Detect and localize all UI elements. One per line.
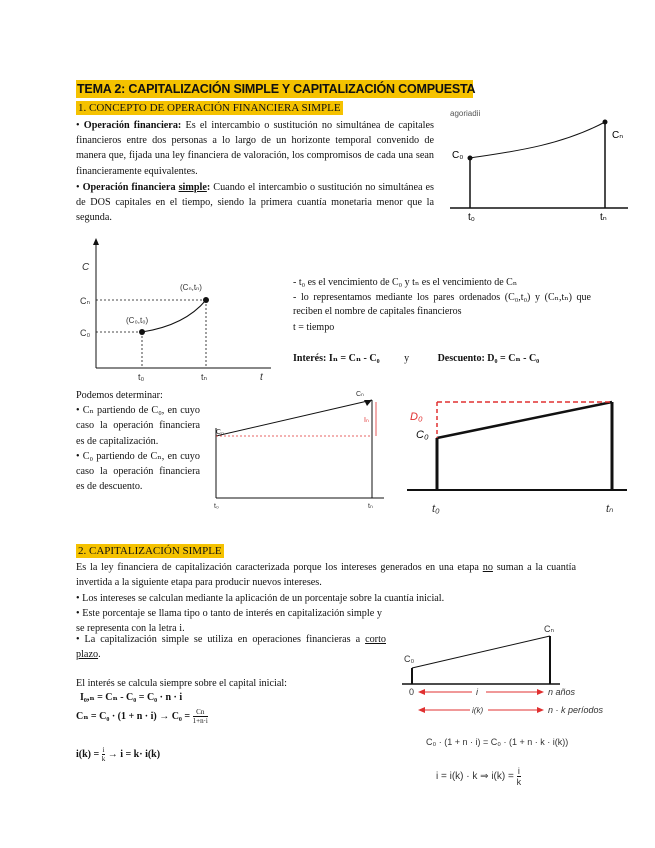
fig3-line <box>216 400 372 436</box>
fig4-tn-label: tₙ <box>606 503 614 515</box>
fig3-c0-label: C₀ <box>216 429 224 436</box>
fig5-c0-label: C₀ <box>404 654 415 664</box>
fig1-c0-point <box>468 156 473 161</box>
fig3-arrow <box>364 400 372 406</box>
figure-capitalizacion-periodos <box>400 618 630 722</box>
fig4-d0-label: D₀ <box>410 411 423 423</box>
note-vencimientos: - t₀ es el vencimiento de C₀ y tₙ es el vencimiento de Cₙ <box>293 277 518 288</box>
formula-tanto-equivalente: i(k) = $\frac{i}{k}$ → i = k· i(k) <box>76 746 161 763</box>
fig2-y-arrow <box>93 238 99 245</box>
fig5-ik-label: i(k) <box>472 706 484 715</box>
paragraph-operacion-financiera: • Operación financiera: Es el intercambio o sustitución no simultánea de capitales financieros entre dos personas a lo largo de un horizonte temporal convenido de manera que, fijada una ley financiera de valoración, los compromisos de cada una sean financieramente equivalentes. <box>76 120 434 177</box>
fig4-c0-label: C₀ <box>416 429 429 441</box>
fig2-curve <box>142 300 206 332</box>
fig1-top-text: agoriadii <box>450 109 481 118</box>
determinar-descuento: • C₀ partiendo de Cₙ, en cuyo caso la operación financiera es de descuento. <box>76 450 200 493</box>
fig2-tn-label: tₙ <box>201 372 208 382</box>
determinar-block <box>76 388 200 494</box>
fig5-periods-arrow-right <box>537 707 544 713</box>
fig5-years-label: n años <box>548 687 576 697</box>
fig2-y-label: C <box>82 262 90 273</box>
figure-capital-axes <box>76 238 276 383</box>
fig1-cn-label: Cₙ <box>612 130 624 141</box>
note-pares-ordenados: - lo representamos mediante los pares ordenados (C₀,t₀) y (Cₙ,tₙ) que reciben el nombre de capitales financieros <box>293 292 591 317</box>
fig1-tn-label: tₙ <box>600 212 607 223</box>
fig2-x-label: t <box>260 372 263 383</box>
formula-capital-final: Cₙ = C₀ · (1 + n · i) → C₀ = $\frac{Cn}{1+n\cdot i}$ <box>76 708 208 725</box>
fig5-zero-label: 0 <box>409 687 415 697</box>
tanto-equivalente-formula: i = i(k) · k ⇒ i(k) = $\frac{i}{k}$ <box>436 766 522 787</box>
fig5-periods-label: n · k períodos <box>548 705 604 715</box>
fig2-c0-label: C₀ <box>80 328 91 338</box>
bullet-corto-plazo: • La capitalización simple se utiliza en operaciones financieras a corto plazo. <box>76 634 386 661</box>
fig1-cn-point <box>603 120 608 125</box>
determinar-capitalizacion: • Cₙ partiendo de C₀, en cuyo caso la operación financiera es de capitalización. <box>76 405 200 447</box>
section-1-heading: 1. CONCEPTO DE OPERACIÓN FINANCIERA SIMPLE <box>78 102 341 114</box>
fig5-line <box>412 636 550 668</box>
fig3-in-label: Iₙ <box>364 417 369 424</box>
interes-capital-inicial: El interés se calcula siempre sobre el capital inicial: <box>76 678 288 689</box>
fig2-t0-label: t₀ <box>138 372 145 382</box>
fig2-cn-point <box>203 297 209 303</box>
bullet-intereses: • Los intereses se calculan mediante la aplicación de un porcentaje sobre la cuantía inicial. <box>76 593 445 604</box>
paragraph-operacion-simple: • Operación financiera simple: Cuando el intercambio o sustitución no simultánea es de DOS capitales en el tiempo, siendo la primera cuantía monetaria menor que la segunda. <box>76 182 435 224</box>
fig1-t0-label: t₀ <box>468 212 475 223</box>
fig5-periods-arrow-left <box>418 707 425 713</box>
fig1-c0-label: C₀ <box>452 150 464 161</box>
paragraph-capitalizacion-simple: Es la ley financiera de capitalización caracterizada porque los intereses generados en una etapa no suman a la cuantía invertida a la siguiente etapa para producir nuevos intereses. <box>76 562 577 589</box>
formula-interes-descuento: Interés: Iₙ = Cₙ - C₀ y Descuento: D₀ = Cₙ - C₀ <box>293 353 540 364</box>
fig5-years-arrow-right <box>537 689 544 695</box>
fig3-tn-label: tₙ <box>368 503 373 510</box>
figure-descuento <box>402 392 628 518</box>
fig2-cn-label: Cₙ <box>80 296 91 306</box>
figure-capital-curve-1 <box>440 100 630 225</box>
page-title: TEMA 2: CAPITALIZACIÓN SIMPLE Y CAPITALIZACIÓN COMPUESTA <box>77 82 476 96</box>
formula-interes: I₀,ₙ = Cₙ - C₀ = C₀ · n · i <box>80 692 183 703</box>
figure-capitalizacion <box>206 388 392 508</box>
fig4-line <box>437 402 612 438</box>
section-2-heading: 2. CAPITALIZACIÓN SIMPLE <box>78 545 222 557</box>
fig2-c0-point <box>139 329 145 335</box>
fig3-cn-label: Cₙ <box>356 391 364 398</box>
fig1-curve <box>470 122 605 158</box>
equivalence-formula: C₀ · (1 + n · i) = C₀ · (1 + n · k · i(k)) <box>426 737 569 747</box>
fig5-i-bg <box>472 686 486 696</box>
bullet-tipo-interes: • Este porcentaje se llama tipo o tanto de interés en capitalización simple y se representa con la letra i. <box>76 608 382 635</box>
fig4-t0-label: t₀ <box>432 503 440 515</box>
fig5-i-label: i <box>476 687 478 697</box>
fig5-years-arrow-left <box>418 689 425 695</box>
fig2-point0-label: (C₀,t₀) <box>126 316 149 325</box>
fig5-cn-label: Cₙ <box>544 624 555 634</box>
note-tiempo: t = tiempo <box>293 322 335 333</box>
fig2-pointn-label: (Cₙ,tₙ) <box>180 283 202 292</box>
determinar-intro: Podemos determinar: <box>76 390 163 401</box>
fig3-t0-label: t₀ <box>214 503 219 510</box>
